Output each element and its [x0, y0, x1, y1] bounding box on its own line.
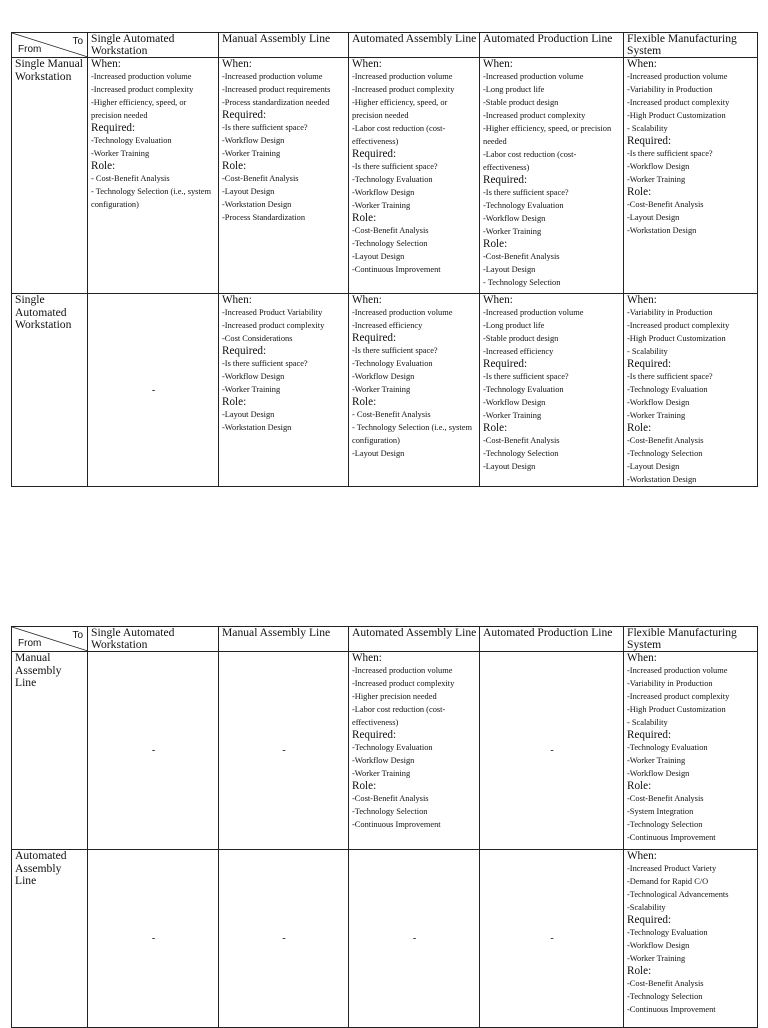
required-item: -Worker Training	[352, 201, 411, 210]
empty-cell: -	[88, 850, 219, 1028]
role-item: -Technology Selection	[627, 449, 703, 458]
role-item: -Layout Design	[627, 213, 680, 222]
table-row	[12, 850, 758, 1028]
required-item: -Is there sufficient space?	[352, 162, 438, 171]
role-item: -Continuous Improvement	[627, 1005, 716, 1014]
when-item: -Technological Advancements	[627, 890, 729, 899]
required-item: -Worker Training	[627, 954, 686, 963]
column-header: Automated Assembly Line	[349, 33, 480, 58]
required-item: -Is there sufficient space?	[627, 149, 713, 158]
required-heading: Required:	[222, 345, 267, 357]
required-heading: Required:	[91, 122, 136, 134]
required-item: -Technology Evaluation	[627, 743, 708, 752]
role-item: -Continuous Improvement	[627, 833, 716, 842]
when-item: -Process standardization needed	[222, 98, 330, 107]
role-item: -Cost-Benefit Analysis	[627, 979, 704, 988]
role-item: -Workstation Design	[222, 200, 292, 209]
role-heading: Role:	[352, 396, 377, 408]
when-heading: When:	[91, 58, 121, 70]
role-item: -Layout Design	[627, 462, 680, 471]
when-heading: When:	[352, 294, 382, 306]
role-item: - Technology Selection (i.e., system configuration)	[91, 187, 211, 209]
required-item: -Technology Evaluation	[352, 175, 433, 184]
column-header: Single Automated Workstation	[88, 33, 219, 58]
when-item: - Scalability	[627, 124, 668, 133]
when-item: -Long product life	[483, 85, 545, 94]
role-item: -Layout Design	[222, 410, 275, 419]
when-item: -Higher efficiency, speed, or precision needed	[483, 124, 612, 146]
role-item: -System Integration	[627, 807, 694, 816]
transition-cell	[624, 850, 758, 1028]
transition-cell	[349, 652, 480, 850]
role-heading: Role:	[627, 186, 652, 198]
when-item: -Variability in Production	[627, 308, 713, 317]
role-item: -Continuous Improvement	[352, 265, 441, 274]
required-item: -Worker Training	[91, 149, 150, 158]
when-item: -Increased product complexity	[222, 321, 325, 330]
when-item: -Increased production volume	[352, 72, 453, 81]
empty-cell: -	[219, 850, 349, 1028]
role-item: -Cost-Benefit Analysis	[627, 200, 704, 209]
required-heading: Required:	[627, 914, 672, 926]
empty-cell: -	[349, 850, 480, 1028]
when-item: -Increased production volume	[483, 308, 584, 317]
when-item: -Increased product complexity	[352, 679, 455, 688]
empty-cell: -	[88, 294, 219, 487]
column-header: Automated Assembly Line	[349, 627, 480, 652]
when-heading: When:	[483, 294, 513, 306]
required-heading: Required:	[627, 729, 672, 741]
role-item: -Workstation Design	[627, 475, 697, 484]
required-heading: Required:	[352, 148, 397, 160]
row-header: Single Manual Workstation	[12, 58, 88, 294]
column-header: Flexible Manufacturing System	[624, 627, 758, 652]
when-item: -Cost Considerations	[222, 334, 293, 343]
role-heading: Role:	[483, 238, 508, 250]
empty-cell: -	[480, 850, 624, 1028]
when-item: -High Product Customization	[627, 111, 726, 120]
when-item: -Increased product complexity	[91, 85, 194, 94]
transition-cell	[219, 58, 349, 294]
when-item: -Stable product design	[483, 98, 559, 107]
from-to-corner-cell	[12, 33, 88, 58]
empty-cell: -	[480, 652, 624, 850]
when-item: -Labor cost reduction (cost-effectiveness)	[352, 124, 446, 146]
from-label: From	[18, 638, 42, 649]
when-item: -Increased production volume	[352, 666, 453, 675]
transition-cell	[624, 58, 758, 294]
row-header: Single Automated Workstation	[12, 294, 88, 487]
role-heading: Role:	[627, 780, 652, 792]
required-item: -Workflow Design	[352, 188, 415, 197]
column-header: Manual Assembly Line	[219, 627, 349, 652]
when-item: -Long product life	[483, 321, 545, 330]
role-heading: Role:	[627, 965, 652, 977]
role-heading: Role:	[627, 422, 652, 434]
from-label: From	[18, 44, 42, 55]
role-item: -Cost-Benefit Analysis	[483, 252, 560, 261]
column-header: Automated Production Line	[480, 33, 624, 58]
when-item: -Increased efficiency	[483, 347, 554, 356]
role-item: -Process Standardization	[222, 213, 306, 222]
role-item: -Cost-Benefit Analysis	[627, 436, 704, 445]
required-heading: Required:	[627, 135, 672, 147]
transition-cell	[349, 58, 480, 294]
required-item: -Workflow Design	[222, 372, 285, 381]
required-heading: Required:	[483, 174, 528, 186]
role-item: -Cost-Benefit Analysis	[352, 794, 429, 803]
required-item: -Worker Training	[627, 411, 686, 420]
row-header: Automated Assembly Line	[12, 850, 88, 1028]
when-item: -Increased product requirements	[222, 85, 331, 94]
role-item: -Technology Selection	[352, 807, 428, 816]
column-header: Single Automated Workstation	[88, 627, 219, 652]
required-item: -Workflow Design	[627, 162, 690, 171]
when-heading: When:	[352, 652, 382, 664]
role-heading: Role:	[352, 212, 377, 224]
required-item: -Technology Evaluation	[483, 201, 564, 210]
table-row	[12, 294, 758, 487]
column-header: Automated Production Line	[480, 627, 624, 652]
when-heading: When:	[222, 294, 252, 306]
when-item: -Increased product complexity	[352, 85, 455, 94]
when-item: -High Product Customization	[627, 705, 726, 714]
role-heading: Role:	[91, 160, 116, 172]
when-item: -Demand for Rapid C/O	[627, 877, 709, 886]
from-to-corner-cell	[12, 627, 88, 652]
required-item: -Is there sufficient space?	[222, 123, 308, 132]
when-heading: When:	[222, 58, 252, 70]
transition-cell	[624, 652, 758, 850]
role-item: -Technology Selection	[483, 449, 559, 458]
required-item: -Worker Training	[222, 385, 281, 394]
when-item: -Labor cost reduction (cost-effectiveness)	[483, 150, 577, 172]
required-item: -Worker Training	[483, 227, 542, 236]
role-heading: Role:	[222, 160, 247, 172]
required-heading: Required:	[222, 109, 267, 121]
required-heading: Required:	[627, 358, 672, 370]
required-heading: Required:	[483, 358, 528, 370]
required-item: -Is there sufficient space?	[483, 372, 569, 381]
required-heading: Required:	[352, 729, 397, 741]
when-item: -Increased Product Variability	[222, 308, 323, 317]
role-item: -Continuous Improvement	[352, 820, 441, 829]
required-item: -Is there sufficient space?	[483, 188, 569, 197]
when-item: -Increased production volume	[627, 666, 728, 675]
transition-cell	[480, 294, 624, 487]
required-item: -Is there sufficient space?	[352, 346, 438, 355]
required-item: -Technology Evaluation	[627, 385, 708, 394]
table-row	[12, 58, 758, 294]
required-item: -Technology Evaluation	[91, 136, 172, 145]
when-item: -Increased production volume	[222, 72, 323, 81]
required-item: -Workflow Design	[483, 214, 546, 223]
when-item: -Higher precision needed	[352, 692, 437, 701]
when-heading: When:	[627, 294, 657, 306]
column-header: Manual Assembly Line	[219, 33, 349, 58]
transition-cell	[88, 58, 219, 294]
when-item: -Increased production volume	[627, 72, 728, 81]
role-item: -Layout Design	[222, 187, 275, 196]
required-item: -Workflow Design	[483, 398, 546, 407]
required-item: -Worker Training	[352, 769, 411, 778]
when-heading: When:	[483, 58, 513, 70]
when-item: -Increased production volume	[483, 72, 584, 81]
role-item: - Cost-Benefit Analysis	[352, 410, 431, 419]
role-item: -Layout Design	[352, 449, 405, 458]
when-item: -Stable product design	[483, 334, 559, 343]
when-item: -Increased product complexity	[483, 111, 586, 120]
required-item: -Worker Training	[222, 149, 281, 158]
header-row	[12, 627, 758, 652]
transition-cell	[219, 294, 349, 487]
required-item: -Worker Training	[627, 175, 686, 184]
when-item: -Increased production volume	[352, 308, 453, 317]
role-heading: Role:	[352, 780, 377, 792]
transition-cell	[624, 294, 758, 487]
required-item: -Workflow Design	[627, 398, 690, 407]
to-label: To	[72, 630, 83, 641]
role-item: -Technology Selection	[627, 992, 703, 1001]
when-item: -Increased product complexity	[627, 692, 730, 701]
when-heading: When:	[627, 58, 657, 70]
header-row	[12, 33, 758, 58]
role-item: -Cost-Benefit Analysis	[483, 436, 560, 445]
row-header: Manual Assembly Line	[12, 652, 88, 850]
role-item: -Cost-Benefit Analysis	[352, 226, 429, 235]
role-item: -Workstation Design	[222, 423, 292, 432]
when-item: -Increased efficiency	[352, 321, 423, 330]
when-heading: When:	[352, 58, 382, 70]
role-item: -Layout Design	[483, 462, 536, 471]
when-item: -Increased product complexity	[627, 321, 730, 330]
transition-table-1	[11, 32, 758, 487]
role-item: -Technology Selection	[627, 820, 703, 829]
role-heading: Role:	[222, 396, 247, 408]
role-item: - Cost-Benefit Analysis	[91, 174, 170, 183]
role-item: -Layout Design	[352, 252, 405, 261]
required-item: -Technology Evaluation	[483, 385, 564, 394]
empty-cell: -	[219, 652, 349, 850]
column-header: Flexible Manufacturing System	[624, 33, 758, 58]
required-item: -Workflow Design	[627, 769, 690, 778]
when-item: -Higher efficiency, speed, or precision needed	[91, 98, 187, 120]
to-label: To	[72, 36, 83, 47]
when-item: - Scalability	[627, 347, 668, 356]
required-item: -Technology Evaluation	[352, 743, 433, 752]
required-item: -Is there sufficient space?	[222, 359, 308, 368]
table-row	[12, 652, 758, 850]
required-item: -Workflow Design	[352, 372, 415, 381]
when-item: -High Product Customization	[627, 334, 726, 343]
empty-cell: -	[88, 652, 219, 850]
role-heading: Role:	[483, 422, 508, 434]
required-item: -Workflow Design	[627, 941, 690, 950]
when-item: -Labor cost reduction (cost-effectiveness)	[352, 705, 446, 727]
role-item: -Cost-Benefit Analysis	[627, 794, 704, 803]
when-item: -Increased Product Variety	[627, 864, 717, 873]
when-item: -Scalability	[627, 903, 666, 912]
when-item: -Variability in Production	[627, 679, 713, 688]
role-item: -Cost-Benefit Analysis	[222, 174, 299, 183]
required-item: -Worker Training	[483, 411, 542, 420]
transition-cell	[349, 294, 480, 487]
required-item: -Technology Evaluation	[627, 928, 708, 937]
required-item: -Technology Evaluation	[352, 359, 433, 368]
role-item: - Technology Selection	[483, 278, 561, 287]
when-item: -Variability in Production	[627, 85, 713, 94]
required-item: -Worker Training	[352, 385, 411, 394]
when-item: -Increased product complexity	[627, 98, 730, 107]
transition-table-2	[11, 626, 758, 1028]
required-item: -Worker Training	[627, 756, 686, 765]
required-item: -Workflow Design	[352, 756, 415, 765]
when-item: -Higher efficiency, speed, or precision needed	[352, 98, 448, 120]
role-item: - Technology Selection (i.e., system configuration)	[352, 423, 472, 445]
required-item: -Workflow Design	[222, 136, 285, 145]
when-item: - Scalability	[627, 718, 668, 727]
required-item: -Is there sufficient space?	[627, 372, 713, 381]
when-item: -Increased production volume	[91, 72, 192, 81]
when-heading: When:	[627, 652, 657, 664]
role-item: -Workstation Design	[627, 226, 697, 235]
when-heading: When:	[627, 850, 657, 862]
role-item: -Layout Design	[483, 265, 536, 274]
transition-cell	[480, 58, 624, 294]
required-heading: Required:	[352, 332, 397, 344]
role-item: -Technology Selection	[352, 239, 428, 248]
